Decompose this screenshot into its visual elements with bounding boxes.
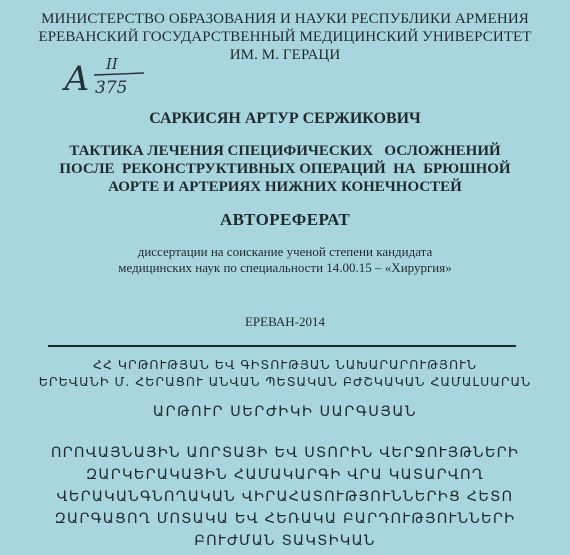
title-line-2: ПОСЛЕ РЕКОНСТРУКТИВНЫХ ОПЕРАЦИЙ НА БРЮШНОЙ <box>59 161 511 177</box>
ministry-line-2: ЕРЕВАНСКИЙ ГОСУДАРСТВЕННЫЙ МЕДИЦИНСКИЙ УНИВЕРСИТЕТ <box>38 29 532 45</box>
handwritten-top: II <box>106 55 118 73</box>
doc-type: АВТОРЕФЕРАТ <box>219 210 351 229</box>
handwritten-letter: А <box>64 59 90 99</box>
handwritten-bottom: 375 <box>95 78 128 98</box>
armenian-title <box>0 442 570 552</box>
armenian-org-line-1: ՀՀ ԿՐԹՈՒԹՅԱՆ ԵՎ ԳԻՏՈՒԹՅԱՆ ՆԱԽԱՐԱՐՈՒԹՅՈՒՆ <box>93 357 477 372</box>
divider-line <box>48 345 516 347</box>
subtitle-line-2: медицинских наук по специальности 14.00.15 – «Хирургия» <box>118 260 452 275</box>
armenian-author: ԱՐԹՈՒՐ ՍԵՐԺԻԿԻ ՍԱՐԳՍՅԱՆ <box>152 404 418 420</box>
handwritten-catalog-mark <box>62 50 152 100</box>
armenian-org-line-2: ԵՐԵՎԱՆԻ Մ. ՀԵՐԱՑՈՒ ԱՆՎԱՆ ՊԵՏԱԿԱՆ ԲԺՇԿԱԿԱՆ ՀԱՄԱԼՍԱՐԱՆ <box>38 374 532 389</box>
title-line-1: ТАКТИКА ЛЕЧЕНИЯ СПЕЦИФИЧЕСКИХ ОСЛОЖНЕНИЙ <box>69 143 501 159</box>
armenian-title-line-2: ԶԱՐԿԵՐԱԿԱՅԻՆ ՀԱՄԱԿԱՐԳԻ ՎՐԱ ԿԱՏԱՐՎՈՂ <box>86 467 484 483</box>
author-name: САРКИСЯН АРТУР СЕРЖИКОВИЧ <box>149 110 421 127</box>
ministry-line-1: МИНИСТЕРСТВО ОБРАЗОВАНИЯ И НАУКИ РЕСПУБЛИКИ АРМЕНИЯ <box>41 11 529 27</box>
armenian-title-line-1: ՈՐՈՎԱՅՆԱՅԻՆ ԱՈՐՏԱՅԻ ԵՎ ՍՏՈՐԻՆ ՎԵՐՋՈՒՅԹՆԵՐԻ <box>50 445 520 461</box>
armenian-title-line-4: ԶԱՐԳԱՑՈՂ ՄՈՏԱԿԱ ԵՎ ՀԵՌԱԿԱ ԲԱՐԴՈՒԹՅՈՒՆՆԵՐԻ <box>54 511 516 527</box>
handwritten-fraction-line <box>94 73 144 75</box>
armenian-org <box>0 356 570 390</box>
armenian-title-line-5: ԲՈՒԺՄԱՆ ՏԱԿՏԻԿԱՆ <box>194 533 376 549</box>
subtitle-line-1: диссертации на соискание ученой степени кандидата <box>137 244 433 259</box>
title-line-3: АОРТЕ И АРТЕРИЯХ НИЖНИХ КОНЕЧНОСТЕЙ <box>108 179 462 195</box>
city-year: ЕРЕВАН-2014 <box>244 314 326 329</box>
subtitle <box>0 244 570 276</box>
ministry-line-3: ИМ. М. ГЕРАЦИ <box>229 47 341 63</box>
armenian-title-line-3: ՎԵՐԱԿԱՆԳՆՈՂԱԿԱՆ ՎԻՐԱՀԱՏՈՒԹՅՈՒՆՆԵՐԻՑ ՀԵՏՈ <box>56 489 514 505</box>
thesis-title <box>0 142 570 196</box>
